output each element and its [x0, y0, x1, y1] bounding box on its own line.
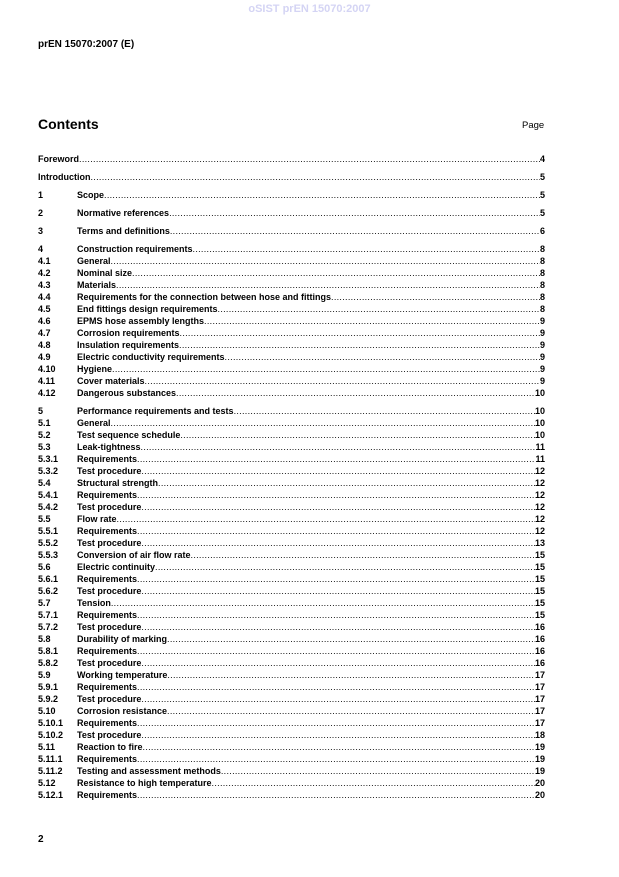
- dot-leader: [204, 315, 540, 327]
- toc-entry-number: 5.5.2: [38, 538, 59, 548]
- toc-entry[interactable]: [38, 465, 545, 477]
- dot-leader: [116, 279, 540, 291]
- toc-group: [38, 171, 545, 183]
- toc-entry-number: 5.4.1: [38, 490, 59, 500]
- dot-leader: [141, 441, 536, 453]
- toc-entry-number: 4.8: [38, 340, 51, 350]
- dot-leader: [137, 609, 535, 621]
- toc-entry[interactable]: [38, 501, 545, 513]
- toc-entry-number: 5.9: [38, 670, 51, 680]
- toc-entry[interactable]: [38, 207, 545, 219]
- dot-leader: [180, 327, 540, 339]
- dot-leader: [111, 417, 535, 429]
- toc-entry-page: 12: [534, 490, 545, 500]
- toc-entry[interactable]: [38, 315, 545, 327]
- watermark: oSIST prEN 15070:2007: [248, 3, 371, 15]
- toc-entry[interactable]: [38, 405, 545, 417]
- toc-entry-title: Normative references: [77, 208, 170, 218]
- toc-entry[interactable]: [38, 537, 545, 549]
- toc-entry-page: 18: [534, 730, 545, 740]
- toc-entry[interactable]: [38, 375, 545, 387]
- toc-entry-page: 11: [535, 454, 545, 464]
- dot-leader: [137, 753, 535, 765]
- toc-entry-title: Test procedure: [77, 502, 142, 512]
- dot-leader: [141, 693, 535, 705]
- toc-entry-title: Test procedure: [77, 538, 142, 548]
- toc-entry-page: 9: [539, 376, 545, 386]
- toc-entry[interactable]: [38, 327, 545, 339]
- toc-entry-number: 4.4: [38, 292, 51, 302]
- toc-group: [38, 189, 545, 201]
- toc-entry-title: End fittings design requirements: [77, 304, 218, 314]
- toc-entry-title: Testing and assessment methods: [77, 766, 221, 776]
- toc-group: [38, 225, 545, 237]
- dot-leader: [143, 741, 535, 753]
- toc-entry-page: 15: [534, 598, 545, 608]
- toc-entry-number: 5.8.1: [38, 646, 59, 656]
- toc-entry-number: 3: [38, 226, 44, 236]
- toc-entry[interactable]: [38, 633, 545, 645]
- toc-entry-title: Leak-tightness: [77, 442, 141, 452]
- toc-entry-page: 12: [534, 502, 545, 512]
- dot-leader: [180, 429, 535, 441]
- toc-entry-page: 16: [534, 646, 545, 656]
- page-number: 2: [38, 834, 44, 845]
- toc-entry-page: 12: [534, 478, 545, 488]
- toc-entry[interactable]: [38, 513, 545, 525]
- toc-entry-page: 5: [539, 172, 545, 182]
- dot-leader: [137, 525, 535, 537]
- toc-entry-page: 12: [534, 514, 545, 524]
- toc-entry[interactable]: [38, 621, 545, 633]
- toc-entry-title: EPMS hose assembly lengths: [77, 316, 205, 326]
- toc-entry-title: Performance requirements and tests: [77, 406, 234, 416]
- toc-entry[interactable]: [38, 363, 545, 375]
- toc-group: [38, 243, 545, 399]
- toc-entry-page: 19: [534, 742, 545, 752]
- toc-entry-number: 5.7.1: [38, 610, 59, 620]
- dot-leader: [155, 561, 535, 573]
- toc-entry-number: 4.2: [38, 268, 51, 278]
- toc-entry-number: 4.9: [38, 352, 51, 362]
- toc-entry[interactable]: [38, 189, 545, 201]
- toc-entry-number: 4: [38, 244, 44, 254]
- dot-leader: [104, 189, 540, 201]
- toc-entry-number: 5.7.2: [38, 622, 59, 632]
- toc-entry-number: 5.5.1: [38, 526, 59, 536]
- toc-entry[interactable]: [38, 669, 545, 681]
- toc-entry-number: 5.12: [38, 778, 56, 788]
- toc-entry-title: Test procedure: [77, 466, 142, 476]
- toc-entry-page: 9: [539, 364, 545, 374]
- toc-entry[interactable]: [38, 573, 545, 585]
- dot-leader: [169, 207, 540, 219]
- dot-leader: [91, 171, 540, 183]
- toc-entry[interactable]: [38, 351, 545, 363]
- toc-entry[interactable]: [38, 729, 545, 741]
- dot-leader: [117, 513, 535, 525]
- toc-entry-number: 5.12.1: [38, 790, 64, 800]
- toc-entry-number: 5.10.1: [38, 718, 64, 728]
- toc-entry[interactable]: [38, 489, 545, 501]
- toc-group: [38, 153, 545, 165]
- toc-entry-title: Terms and definitions: [77, 226, 170, 236]
- toc-entry[interactable]: [38, 597, 545, 609]
- toc-group: [38, 405, 545, 801]
- dot-leader: [331, 291, 540, 303]
- toc-entry-title: Corrosion resistance: [77, 706, 168, 716]
- toc-entry-title: Requirements: [77, 718, 138, 728]
- toc-entry[interactable]: [38, 525, 545, 537]
- toc-entry-number: 5.8: [38, 634, 51, 644]
- dot-leader: [141, 537, 535, 549]
- toc-entry[interactable]: [38, 453, 545, 465]
- document-id-header: prEN 15070:2007 (E): [38, 39, 135, 50]
- toc-entry-title: Working temperature: [77, 670, 168, 680]
- dot-leader: [79, 153, 540, 165]
- toc-entry-title: Foreword: [38, 154, 80, 164]
- dot-leader: [167, 669, 535, 681]
- dot-leader: [158, 477, 535, 489]
- toc-entry[interactable]: [38, 243, 545, 255]
- dot-leader: [112, 363, 540, 375]
- toc-entry-title: Conversion of air flow rate: [77, 550, 191, 560]
- toc-entry-title: Test procedure: [77, 694, 142, 704]
- toc-entry-number: 4.12: [38, 388, 56, 398]
- dot-leader: [170, 225, 540, 237]
- dot-leader: [137, 489, 535, 501]
- toc-entry-title: Durability of marking: [77, 634, 168, 644]
- toc-entry-title: Requirements: [77, 646, 138, 656]
- toc-entry-page: 9: [539, 352, 545, 362]
- toc-entry-page: 16: [534, 622, 545, 632]
- toc-entry[interactable]: [38, 303, 545, 315]
- toc-entry-page: 8: [539, 304, 545, 314]
- toc-entry-page: 8: [539, 292, 545, 302]
- toc-entry-page: 9: [539, 340, 545, 350]
- toc-entry-title: Flow rate: [77, 514, 117, 524]
- toc-entry-title: Introduction: [38, 172, 91, 182]
- dot-leader: [234, 405, 535, 417]
- toc-entry[interactable]: [38, 765, 545, 777]
- dot-leader: [141, 621, 535, 633]
- table-of-contents: [38, 153, 545, 801]
- toc-entry-title: Corrosion requirements: [77, 328, 180, 338]
- dot-leader: [141, 657, 535, 669]
- dot-leader: [141, 501, 535, 513]
- dot-leader: [176, 387, 535, 399]
- dot-leader: [137, 717, 535, 729]
- toc-entry[interactable]: [38, 339, 545, 351]
- toc-entry[interactable]: [38, 225, 545, 237]
- toc-entry-title: Test procedure: [77, 622, 142, 632]
- dot-leader: [167, 705, 535, 717]
- toc-entry-number: 5.9.2: [38, 694, 59, 704]
- toc-entry[interactable]: [38, 477, 545, 489]
- toc-entry[interactable]: [38, 153, 545, 165]
- toc-entry[interactable]: [38, 387, 545, 399]
- toc-entry[interactable]: [38, 657, 545, 669]
- toc-entry-title: Requirements: [77, 526, 138, 536]
- toc-entry-number: 5.4.2: [38, 502, 59, 512]
- toc-entry-number: 5.6.1: [38, 574, 59, 584]
- toc-entry-number: 4.7: [38, 328, 51, 338]
- toc-entry-page: 20: [534, 778, 545, 788]
- toc-entry[interactable]: [38, 255, 545, 267]
- toc-entry-number: 4.6: [38, 316, 51, 326]
- toc-entry-title: Requirements: [77, 754, 138, 764]
- toc-entry-number: 5.3.2: [38, 466, 59, 476]
- toc-entry-title: Dangerous substances: [77, 388, 177, 398]
- toc-entry-page: 17: [534, 706, 545, 716]
- toc-entry-page: 4: [539, 154, 545, 164]
- toc-entry-page: 9: [539, 316, 545, 326]
- toc-entry-number: 1: [38, 190, 44, 200]
- toc-entry-page: 15: [534, 562, 545, 572]
- toc-entry-page: 15: [534, 550, 545, 560]
- toc-entry-page: 12: [534, 526, 545, 536]
- toc-entry-page: 12: [534, 466, 545, 476]
- toc-entry-title: Requirements: [77, 574, 138, 584]
- toc-entry-number: 4.11: [38, 376, 56, 386]
- toc-entry[interactable]: [38, 753, 545, 765]
- toc-entry-number: 5.11: [38, 742, 56, 752]
- toc-entry-title: Construction requirements: [77, 244, 193, 254]
- toc-entry-title: Requirements: [77, 790, 138, 800]
- toc-entry-title: Reaction to fire: [77, 742, 143, 752]
- toc-entry[interactable]: [38, 279, 545, 291]
- toc-entry-number: 5.9.1: [38, 682, 59, 692]
- toc-entry[interactable]: [38, 705, 545, 717]
- toc-entry-number: 5.5.3: [38, 550, 59, 560]
- toc-entry-number: 4.10: [38, 364, 56, 374]
- dot-leader: [179, 339, 540, 351]
- toc-entry-page: 15: [534, 574, 545, 584]
- toc-entry-number: 5.3.1: [38, 454, 59, 464]
- toc-entry[interactable]: [38, 417, 545, 429]
- toc-entry-page: 17: [534, 682, 545, 692]
- toc-entry-number: 5.6.2: [38, 586, 59, 596]
- dot-leader: [137, 681, 535, 693]
- toc-entry-title: Test procedure: [77, 586, 142, 596]
- toc-entry[interactable]: [38, 291, 545, 303]
- dot-leader: [145, 375, 540, 387]
- toc-entry[interactable]: [38, 609, 545, 621]
- toc-entry[interactable]: [38, 441, 545, 453]
- toc-entry-title: Requirements: [77, 454, 138, 464]
- toc-entry-page: 8: [539, 244, 545, 254]
- toc-entry-page: 5: [539, 190, 545, 200]
- toc-entry-page: 6: [539, 226, 545, 236]
- dot-leader: [193, 243, 540, 255]
- toc-entry-page: 19: [534, 766, 545, 776]
- dot-leader: [137, 573, 535, 585]
- toc-entry-title: Materials: [77, 280, 117, 290]
- toc-entry-title: Requirements: [77, 682, 138, 692]
- toc-entry-page: 8: [539, 268, 545, 278]
- toc-entry[interactable]: [38, 171, 545, 183]
- dot-leader: [137, 453, 535, 465]
- toc-entry-number: 2: [38, 208, 44, 218]
- toc-entry-title: Structural strength: [77, 478, 159, 488]
- toc-entry-title: Resistance to high temperature: [77, 778, 212, 788]
- toc-entry-number: 5.11.1: [38, 754, 63, 764]
- toc-entry-page: 5: [539, 208, 545, 218]
- toc-entry-number: 4.5: [38, 304, 51, 314]
- toc-entry-title: Requirements: [77, 610, 138, 620]
- dot-leader: [225, 351, 540, 363]
- toc-entry-number: 5.3: [38, 442, 51, 452]
- toc-entry[interactable]: [38, 717, 545, 729]
- toc-entry[interactable]: [38, 789, 545, 801]
- toc-entry-page: 15: [534, 586, 545, 596]
- toc-entry-title: Requirements: [77, 490, 138, 500]
- toc-entry-number: 5.10.2: [38, 730, 64, 740]
- toc-entry-title: Requirements for the connection between hose and fittings: [77, 292, 332, 302]
- toc-entry-title: Test procedure: [77, 658, 142, 668]
- toc-entry-title: Test sequence schedule: [77, 430, 181, 440]
- toc-entry-number: 4.1: [38, 256, 51, 266]
- toc-entry-title: General: [77, 256, 111, 266]
- dot-leader: [167, 633, 535, 645]
- toc-entry-number: 5.11.2: [38, 766, 63, 776]
- toc-entry-number: 5: [38, 406, 44, 416]
- toc-entry-title: Scope: [77, 190, 105, 200]
- dot-leader: [132, 267, 540, 279]
- toc-entry-page: 9: [539, 328, 545, 338]
- dot-leader: [221, 765, 535, 777]
- toc-entry[interactable]: [38, 585, 545, 597]
- dot-leader: [111, 597, 535, 609]
- toc-entry-page: 17: [534, 694, 545, 704]
- toc-entry[interactable]: [38, 693, 545, 705]
- dot-leader: [137, 789, 535, 801]
- toc-entry[interactable]: [38, 549, 545, 561]
- toc-entry-title: Electric continuity: [77, 562, 156, 572]
- toc-entry-title: Hygiene: [77, 364, 113, 374]
- toc-entry-page: 10: [534, 406, 545, 416]
- toc-entry-page: 15: [534, 610, 545, 620]
- dot-leader: [111, 255, 540, 267]
- toc-entry-number: 5.2: [38, 430, 51, 440]
- dot-leader: [218, 303, 540, 315]
- toc-entry-page: 19: [534, 754, 545, 764]
- toc-entry-page: 8: [539, 280, 545, 290]
- dot-leader: [141, 465, 535, 477]
- page-title: Contents: [38, 116, 99, 132]
- dot-leader: [141, 729, 535, 741]
- toc-entry-number: 5.5: [38, 514, 51, 524]
- dot-leader: [137, 645, 535, 657]
- toc-entry-page: 10: [534, 388, 545, 398]
- toc-entry[interactable]: [38, 645, 545, 657]
- toc-entry-page: 10: [534, 430, 545, 440]
- toc-entry[interactable]: [38, 429, 545, 441]
- toc-entry-number: 5.6: [38, 562, 51, 572]
- dot-leader: [141, 585, 535, 597]
- toc-entry[interactable]: [38, 777, 545, 789]
- toc-entry-page: 17: [534, 718, 545, 728]
- toc-entry-title: General: [77, 418, 111, 428]
- toc-entry[interactable]: [38, 561, 545, 573]
- toc-entry[interactable]: [38, 267, 545, 279]
- toc-entry-page: 20: [534, 790, 545, 800]
- toc-entry-title: Electric conductivity requirements: [77, 352, 225, 362]
- toc-entry-page: 16: [534, 634, 545, 644]
- toc-entry[interactable]: [38, 741, 545, 753]
- dot-leader: [191, 549, 535, 561]
- toc-entry-number: 4.3: [38, 280, 51, 290]
- toc-entry-page: 16: [534, 658, 545, 668]
- toc-entry-title: Insulation requirements: [77, 340, 180, 350]
- toc-entry[interactable]: [38, 681, 545, 693]
- page-column-label: Page: [522, 120, 545, 131]
- toc-entry-title: Tension: [77, 598, 111, 608]
- toc-entry-title: Cover materials: [77, 376, 145, 386]
- toc-entry-number: 5.7: [38, 598, 51, 608]
- toc-entry-number: 5.4: [38, 478, 51, 488]
- toc-entry-page: 13: [534, 538, 545, 548]
- dot-leader: [212, 777, 535, 789]
- toc-entry-page: 17: [534, 670, 545, 680]
- toc-entry-page: 10: [534, 418, 545, 428]
- toc-entry-number: 5.8.2: [38, 658, 59, 668]
- toc-entry-title: Nominal size: [77, 268, 133, 278]
- toc-entry-number: 5.10: [38, 706, 56, 716]
- toc-entry-title: Test procedure: [77, 730, 142, 740]
- toc-group: [38, 207, 545, 219]
- toc-entry-number: 5.1: [38, 418, 51, 428]
- toc-entry-page: 8: [539, 256, 545, 266]
- toc-entry-page: 11: [535, 442, 545, 452]
